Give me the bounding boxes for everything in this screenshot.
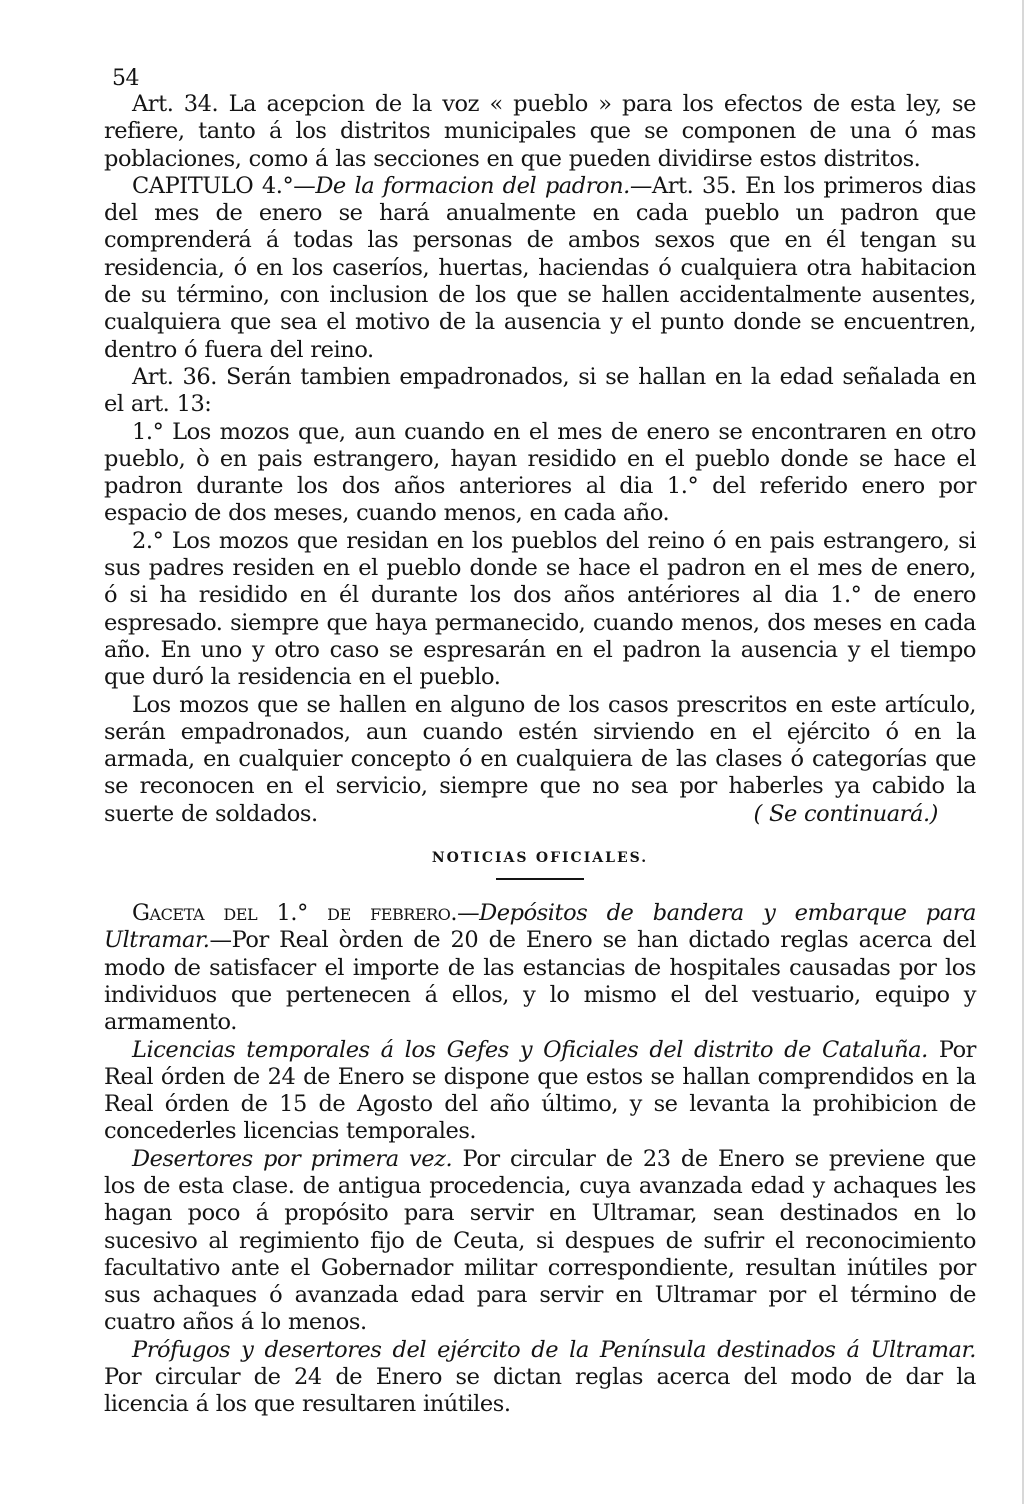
article-35-text: En los primeros dias del mes de enero se hará anualmente en cada pueblo un padron que comprenderá á todas las personas de ambos sexos que en él tengan su residencia, ó en los caseríos, huertas, haciendas ó cualquiera otra habitacion de su término, con inclusion de los que se hallen accidentalmente ausentes, cualquiera que sea el motivo de la ausencia y el punto donde se encuentren, dentro ó fuera del reino. (104, 172, 977, 363)
document-page (104, 66, 976, 1419)
item-2-text: Los mozos que residan en los pueblos del reino ó en pais estrangero, si sus padres residen en el pueblo donde se hace el padron en el mes de enero, ó si ha residido en él durante los dos años antériores al dia 1.° de enero espresado. siempre que haya permanecido, cuando menos, dos meses en cada año. En uno y otro caso se espresarán en el padron la ausencia y el tiempo que duró la residencia en el pueblo. (104, 527, 977, 691)
item-2-ref: 2.° (132, 527, 164, 554)
page-number: 54 (112, 66, 140, 91)
chapter-4-heading: CAPITULO 4.° (132, 172, 294, 199)
article-34-text: La acepcion de la voz « pueblo » para los efectos de esta ley, se refiere, tanto á los distritos municipales que se componen de una ó mas poblaciones, como á las secciones en que pueden dividirse estos distritos. (104, 91, 976, 172)
closing-text: Los mozos que se hallen en alguno de los casos prescritos en este artículo, serán empadronados, aun cuando estén sirviendo en el ejército ó en la armada, en cualquier concepto ó en cualquiera de las clases ó categorías que se reconocen en el servicio, siempre que no sea por haberles ya cabido la suerte de soldados. (104, 691, 976, 827)
news-4-title: Prófugos y desertores del ejército de la Península destinados á Ultramar. (132, 1336, 976, 1363)
news-2-title: Licencias temporales á los Gefes y Oficiales del distrito de Cataluña. (132, 1036, 928, 1063)
item-1-ref: 1.° (132, 418, 164, 445)
article-35-ref: —Art. 35. (629, 172, 737, 199)
news-item-4 (104, 1337, 976, 1419)
news-1-source: Gaceta del 1.° de febrero. (132, 900, 458, 927)
section-divider (496, 878, 584, 880)
section-title: NOTICIAS OFICIALES. (431, 850, 649, 867)
article-36-item-1 (104, 419, 976, 528)
news-item-2 (104, 1037, 976, 1146)
news-1-title: Depósitos de bandera y embarque para Ultramar. (104, 900, 976, 954)
article-36-item-2 (104, 528, 976, 692)
chapter-4 (104, 173, 976, 364)
news-1-dash: — (457, 900, 480, 927)
news-4-text: Por circular de 24 de Enero se dictan reglas acerca del modo de dar la licencia á los que resultaren inútiles. (104, 1364, 976, 1418)
article-36-ref: Art. 36. (132, 363, 217, 390)
news-item-3 (104, 1146, 976, 1337)
news-3-text: Por circular de 23 de Enero se previene que los de esta clase. de antigua procedencia, cuya avanzada edad y achaques les hagan poco á propósito para servir en Ultramar, sean destinados en lo sucesivo al regimiento fijo de Ceuta, si despues de sufrir el reconocimiento facultativo ante el Gobernador militar correspondiente, resultan inútiles por sus achaques ó avanzada edad para servir en Ultramar por el término de cuatro años á lo menos. (104, 1145, 976, 1336)
news-1-text: —Por Real òrden de 20 de Enero se han dictado reglas acerca del modo de satisfacer el importe de las estancias de hospitales causadas por los individuos que pertenecen á ellos, y lo mismo el del vestuario, equipo y armamento. (104, 927, 976, 1036)
news-3-title: Desertores por primera vez. (132, 1145, 453, 1172)
chapter-4-dash: — (293, 172, 316, 199)
article-34 (104, 91, 976, 173)
to-be-continued: ( Se continuará.) (753, 800, 938, 827)
article-36-text: Serán tambien empadronados, si se hallan en la edad señalada en el art. 13: (104, 363, 976, 418)
item-1-text: Los mozos que, aun cuando en el mes de enero se encontraren en otro pueblo, ò en pais estrangero, hayan residido en el pueblo donde se hace el padron durante los dos años anteriores al dia 1.° del referido enero por espacio de dos meses, cuando menos, en cada año. (104, 418, 976, 527)
page-edge-shadow (1022, 0, 1024, 1504)
news-2-text: Por Real órden de 24 de Enero se dispone que estos se hallan comprendidos en la Real órden de 15 de Agosto del año último, y se levanta la prohibicion de concederles licencias temporales. (104, 1036, 976, 1145)
article-36 (104, 364, 976, 419)
article-34-ref: Art. 34. (132, 91, 219, 117)
news-item-1 (104, 900, 976, 1036)
article-36-closing (104, 692, 976, 828)
chapter-4-title: De la formacion del padron. (315, 172, 630, 199)
